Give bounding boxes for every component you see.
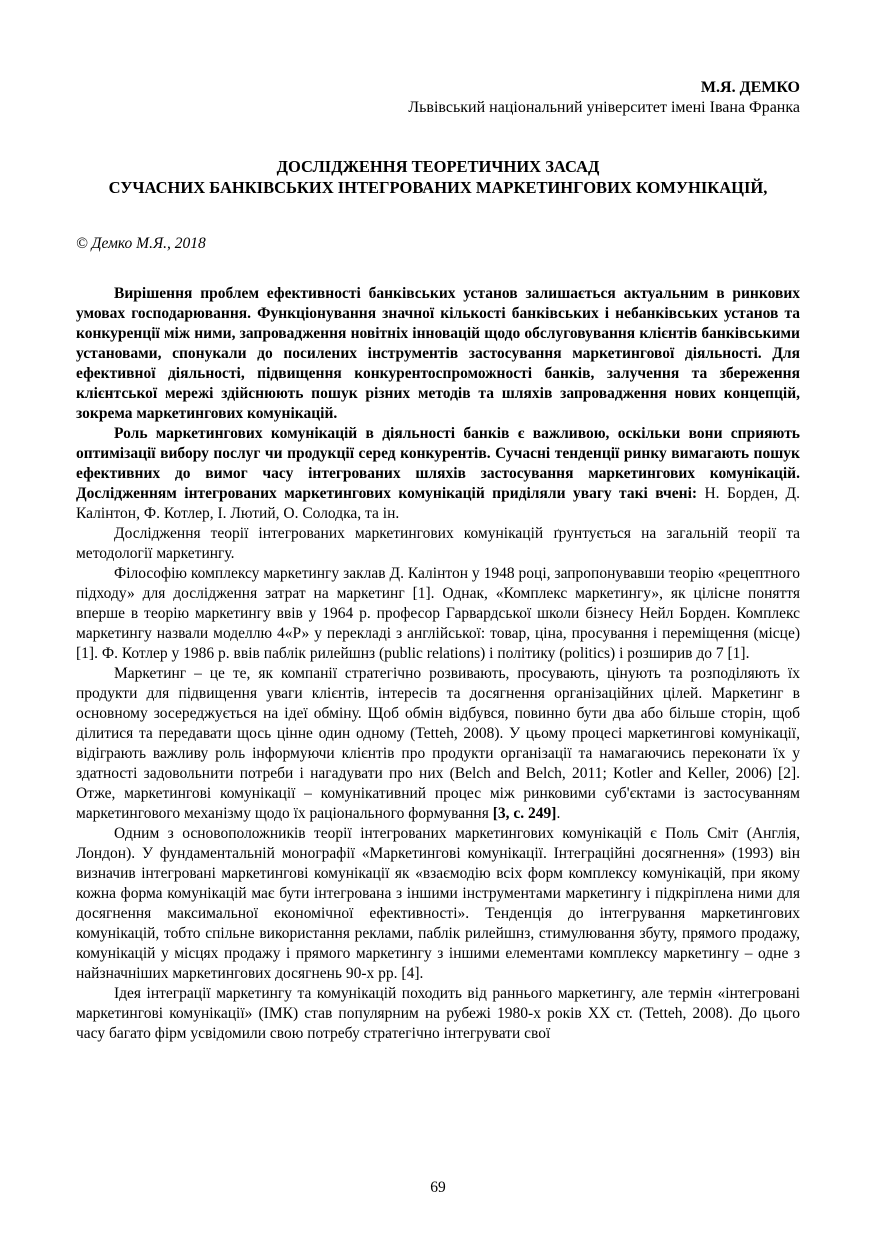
- paragraph-segment: Ідея інтеграції маркетингу та комунікацій походить від раннього маркетингу, але термін «інтегровані маркетингові комунікації» (ІМК) став популярним на рубежі 1980-х років ХХ ст. (Tetteh, 2008). До цього часу багато фірм усвідомили свою потребу стратегічно інтегрувати свої: [76, 985, 800, 1042]
- paragraph-segment: Маркетинг – це те, як компанії стратегічно розвивають, просувають, цінують та розподіляють їх продукти для підвищення уваги клієнтів, інтересів та досягнення організаційних цілей. Маркетинг в основному зосереджується на ідеї обміну. Щоб обмін відбувся, повинно бути два або більше сторін, щоб ділитися та передавати щось цінне один одному (Tetteh, 2008). У цьому процесі маркетингові комунікації, відіграють важливу роль інформуючи клієнтів про продукти організації та намагаючись переконати їх у здатності задовольнити потреби і нагадувати про них (Belch and Belch, 2011; Kotler and Keller, 2006) [2]. Отже, маркетингові комунікації – комунікативний процес між ринковими суб'єктами із застосуванням маркетингового механізму щодо їх раціонального формування: [76, 665, 800, 822]
- author-affiliation: Львівський національний університет імені Івана Франка: [408, 99, 800, 116]
- copyright-notice: © Демко М.Я., 2018: [76, 235, 206, 252]
- paragraph-segment: Дослідження теорії інтегрованих маркетингових комунікацій ґрунтується на загальній теорії та методології маркетингу.: [76, 525, 800, 562]
- paragraph: [76, 424, 800, 524]
- paragraph: [76, 284, 800, 424]
- article-body: [76, 284, 800, 1044]
- paragraph: [76, 824, 800, 984]
- paragraph-segment: Вирішення проблем ефективності банківських установ залишається актуальним в ринкових умовах господарювання. Функціонування значної кількості банківських і небанківських установ та конкуренції між ними, запровадження новітніх інновацій щодо обслуговування клієнтів банківськими установами, спонукали до посилених інструментів застосування маркетингової діяльності. Для ефективної діяльності, підвищення конкурентоспроможності банків, залучення та збереження клієнтської мережі здійснюють пошук різних методів та шляхів запровадження нових концепцій, зокрема маркетингових комунікацій.: [76, 285, 800, 422]
- paragraph-segment: Одним з основоположників теорії інтегрованих маркетингових комунікацій є Поль Сміт (Англія, Лондон). У фундаментальній монографії «Маркетингові комунікації. Інтеграційні досягнення» (1993) він визначив інтегровані маркетингові комунікації як «взаємодію всіх форм комплексу комунікацій, при якому кожна форма комунікацій має бути інтегрована з іншими інструментами маркетингу і підкріплена ними для досягнення максимальної економічної ефективності». Тенденція до інтегрування маркетингових комунікацій, тобто спільне використання реклами, паблік рилейшнз, стимулювання збуту, прямого продажу, комунікацій у місцях продажу і прямого маркетингу з іншими елементами комплексу маркетингу – одне з найзначніших маркетингових досягнень 90-х рр. [4].: [76, 825, 800, 982]
- paragraph-segment: .: [556, 805, 561, 822]
- article-title-line1: ДОСЛІДЖЕННЯ ТЕОРЕТИЧНИХ ЗАСАД: [276, 157, 600, 176]
- page-number: 69: [430, 1179, 446, 1196]
- paragraph-segment: Роль маркетингових комунікацій в діяльності банків є важливою, оскільки вони сприяють оптимізації вибору послуг чи продукції серед конкурентів. Сучасні тенденції ринку вимагають пошук ефективних до вимог часу інтегрованих шляхів застосування маркетингових комунікацій. Дослідженням інтегрованих маркетингових комунікацій приділяли увагу такі вчені:: [76, 425, 800, 502]
- article-title: [76, 156, 800, 198]
- article-title-line2: СУЧАСНИХ БАНКІВСЬКИХ ІНТЕГРОВАНИХ МАРКЕТИНГОВИХ КОМУНІКАЦІЙ,: [108, 178, 768, 197]
- paragraph: [76, 664, 800, 824]
- paragraph: [76, 984, 800, 1044]
- paragraph: [76, 564, 800, 664]
- author-name: М.Я. ДЕМКО: [700, 79, 800, 96]
- paragraph-segment: Філософію комплексу маркетингу заклав Д. Калінтон у 1948 році, запропонувавши теорію «рецептного підходу» для дослідження затрат на маркетинг [1]. Однак, «Комплекс маркетингу», як цілісне поняття вперше в теорію маркетингу ввів у 1964 р. професор Гарвардської школи бізнесу Нейл Борден. Комплекс маркетингу назвали моделлю 4«Р» у перекладі з англійської: товар, ціна, просування і переміщення (місце) [1]. Ф. Котлер у 1986 р. ввів паблік рилейшнз (public relations) і політику (politics) і розширив до 7 [1].: [76, 565, 800, 662]
- paragraph-segment: Н. Борден, Д. Калінтон, Ф. Котлер, І. Лютий, О. Солодка, та ін.: [76, 485, 800, 522]
- paragraph-segment: [3, с. 249]: [492, 805, 557, 822]
- paragraph: [76, 524, 800, 564]
